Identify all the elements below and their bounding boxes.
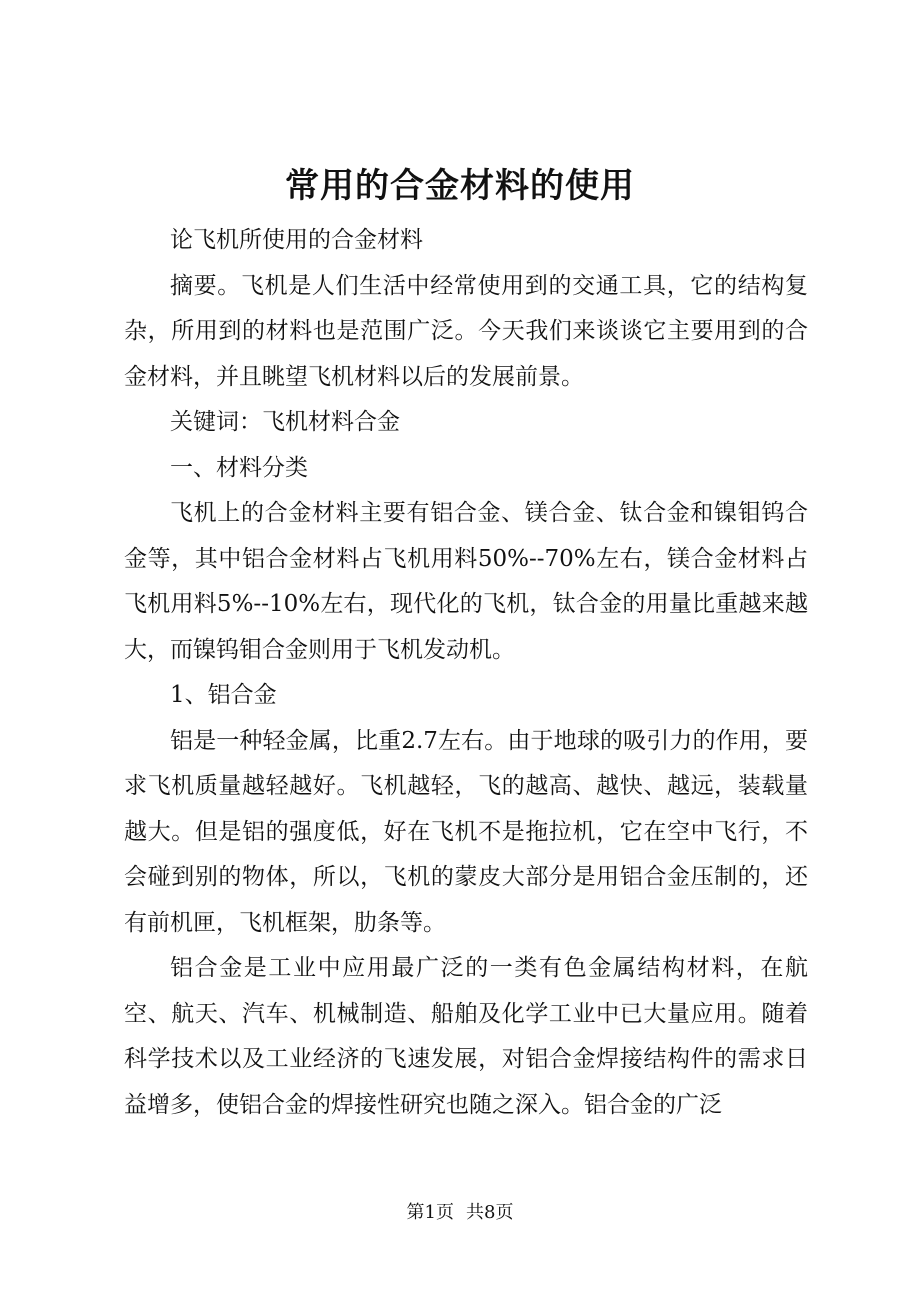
body-paragraph: 飞机上的合金材料主要有铝合金、镁合金、钛合金和镍钼钨合金等，其中铝合金材料占飞机用料50%--70%左右，镁合金材料占飞机用料5%--10%左右，现代化的飞机，钛合金的用量比重越来越大，而镍钨钼合金则用于飞机发动机。 [124, 500, 808, 663]
subtitle-paragraph: 论飞机所使用的合金材料 [170, 227, 423, 253]
keywords-paragraph: 关键词：飞机材料合金 [170, 409, 400, 435]
document-title: 常用的合金材料的使用 [285, 166, 635, 206]
body-paragraph: 铝是一种轻金属，比重2.7左右。由于地球的吸引力的作用，要求飞机质量越轻越好。飞机越轻，飞的越高、越快、越远，装载量越大。但是铝的强度低，好在飞机不是拖拉机，它在空中飞行，不会碰到别的物体，所以，飞机的蒙皮大部分是用铝合金压制的，还有前机匣，飞机框架，肋条等。 [124, 727, 808, 936]
page-footer [0, 1200, 920, 1226]
page-number: 第1页 [406, 1202, 454, 1223]
abstract-paragraph: 摘要。飞机是人们生活中经常使用到的交通工具，它的结构复杂，所用到的材料也是范围广泛。今天我们来谈谈它主要用到的合金材料，并且眺望飞机材料以后的发展前景。 [124, 272, 808, 390]
document-body [124, 218, 808, 1128]
subsection-heading: 1、铝合金 [170, 682, 277, 708]
body-paragraph: 铝合金是工业中应用最广泛的一类有色金属结构材料，在航空、航天、汽车、机械制造、船舶及化学工业中已大量应用。随着科学技术以及工业经济的飞速发展，对铝合金焊接结构件的需求日益增多，使铝合金的焊接性研究也随之深入。铝合金的广泛 [124, 955, 808, 1118]
section-heading: 一、材料分类 [170, 454, 308, 481]
page-total: 共8页 [466, 1202, 514, 1223]
